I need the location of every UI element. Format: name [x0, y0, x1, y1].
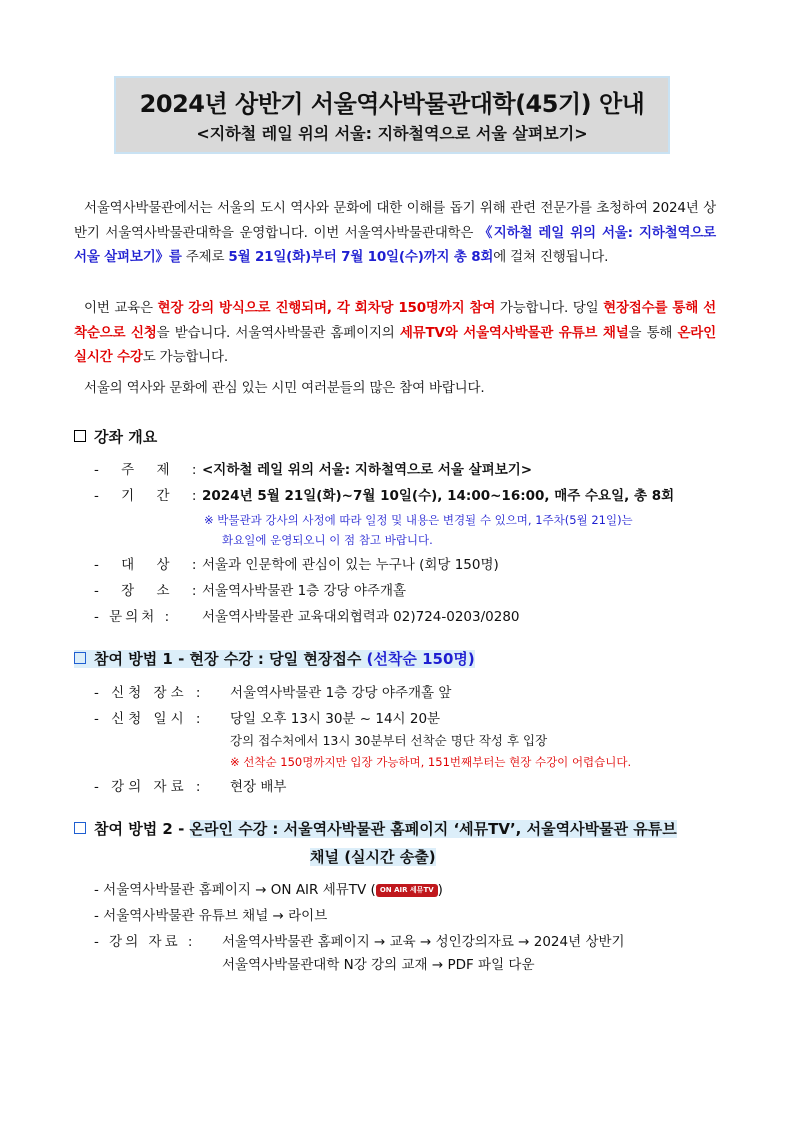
intro-text: 주제로	[181, 249, 229, 265]
intro-text: 이번 교육은	[84, 300, 158, 316]
row-value: 2024년 5월 21일(화)~7월 10일(수), 14:00~16:00, 매주 수요일, 총 8회	[202, 488, 675, 504]
overview-row-topic	[94, 460, 532, 480]
intro-topic: 《지하철 레일 위의 서울: 지하철역으로 서울 살펴보기》를	[74, 224, 716, 265]
intro-text: 도 가능합니다.	[142, 349, 228, 365]
online-row-material	[94, 932, 625, 952]
on-air-badge-label: ON AIR 세뮤TV	[379, 886, 434, 894]
row-label: - 장 소 :	[94, 583, 206, 599]
section-title-emphasis: 현장 수강 : 당일 현장접수	[189, 650, 367, 668]
row-value: 당일 오후 13시 30분 ~ 14시 20분	[230, 711, 441, 727]
row-value: 서울과 인문학에 관심이 있는 누구나 (회당 150명)	[202, 557, 499, 573]
on-air-badge[interactable]	[376, 884, 438, 897]
intro-text: 에 걸쳐 진행됩니다.	[493, 249, 609, 265]
row-label: - 기 간 :	[94, 488, 206, 504]
intro-text: 을 받습니다. 서울역사박물관 홈페이지의	[156, 324, 400, 341]
onsite-row-material	[94, 777, 286, 797]
row-value: 서울역사박물관 1층 강당 야주개홀	[202, 583, 407, 599]
page-title: 2024년 상반기 서울역사박물관대학(45기) 안내	[139, 90, 645, 118]
section-online-heading-line-2	[310, 846, 436, 868]
onsite-sub-line: 강의 접수처에서 13시 30분부터 선착순 명단 작성 후 입장	[230, 733, 548, 748]
overview-row-contact	[94, 607, 520, 627]
row-label: - 대 상 :	[94, 557, 206, 573]
section-overview-heading	[74, 426, 157, 448]
section-title-emphasis: 채널 (실시간 송출)	[310, 848, 436, 866]
onsite-row-place	[94, 683, 451, 703]
intro-paragraph-3: 서울의 역사와 문화에 관심 있는 시민 여러분들의 많은 참여 바랍니다.	[84, 380, 485, 396]
row-label: - 강의 자료 :	[94, 779, 205, 795]
section-title: 강좌 개요	[94, 428, 158, 446]
overview-row-target	[94, 555, 499, 575]
intro-highlight: 세뮤TV와 서울역사박물관 유튜브 채널	[399, 324, 629, 341]
row-label: - 신청 장소 :	[94, 685, 205, 701]
section-title: 참여 방법 1 -	[94, 650, 190, 668]
intro-text: 을 통해	[628, 324, 678, 341]
intro-text: 가능합니다. 당일	[495, 300, 604, 316]
intro-highlight: 온라인 실시간 수강	[74, 324, 716, 365]
intro-paragraph-2	[74, 296, 716, 370]
section-title: 참여 방법 2 -	[94, 820, 190, 838]
intro-schedule: 5월 21일(화)부터 7월 10일(수)까지 총 8회	[228, 249, 494, 265]
row-label: - 강의 자료 :	[94, 934, 196, 950]
online-row-material-line-2: 서울역사박물관대학 N강 강의 교재 → PDF 파일 다운	[222, 957, 535, 973]
row-text: - 서울역사박물관 홈페이지 → ON AIR 세뮤TV (	[94, 882, 376, 898]
online-row-youtube: - 서울역사박물관 유튜브 채널 → 라이브	[94, 908, 328, 924]
row-value: 서울역사박물관 교육대외협력과 02)724-0203/0280	[202, 609, 520, 625]
intro-highlight: 현장접수를 통해 선착순으로 신청	[74, 300, 716, 341]
section-online-heading	[74, 818, 677, 840]
section-onsite-heading	[74, 648, 475, 670]
overview-row-period	[94, 486, 674, 506]
overview-row-venue	[94, 581, 406, 601]
checkbox-square-icon	[74, 822, 86, 834]
onsite-row-time	[94, 709, 440, 729]
page-subtitle: <지하철 레일 위의 서울: 지하철역으로 서울 살펴보기>	[196, 124, 588, 143]
row-value: <지하철 레일 위의 서울: 지하철역으로 서울 살펴보기>	[202, 462, 533, 478]
onsite-note: ※ 선착순 150명까지만 입장 가능하며, 151번째부터는 현장 수강이 어렵습니다.	[230, 755, 632, 769]
row-label: - 주 제 :	[94, 462, 206, 478]
intro-text: 서울역사박물관에서는 서울의 도시 역사와 문화에 대한 이해를 돕기 위해 관련 전문가를 초청하여 2024년 상반기 서울역사박물관대학을 운영합니다. 이번 서울역사박물관대학은	[74, 200, 716, 241]
row-value: 서울역사박물관 홈페이지 → 교육 → 성인강의자료 → 2024년 상반기	[222, 934, 625, 950]
section-title-emphasis: 온라인 수강 : 서울역사박물관 홈페이지 ‘세뮤TV’, 서울역사박물관 유튜브	[189, 820, 677, 838]
row-label: - 문의처 :	[94, 609, 173, 625]
period-note-line-1: ※ 박물관과 강사의 사정에 따라 일정 및 내용은 변경될 수 있으며, 1주차(5월 21일)는	[204, 513, 633, 527]
checkbox-square-icon	[74, 652, 86, 664]
row-text: )	[437, 882, 443, 898]
intro-highlight: 현장 강의 방식으로 진행되며, 각 회차당 150명까지 참여	[157, 300, 496, 316]
row-value: 현장 배부	[230, 779, 287, 795]
checkbox-square-icon	[74, 430, 86, 442]
section-title-capacity: (선착순 150명)	[366, 650, 475, 668]
online-row-homepage	[94, 880, 443, 900]
title-box	[114, 76, 670, 154]
intro-paragraph-1	[74, 196, 716, 270]
period-note-line-2: 화요일에 운영되오니 이 점 참고 바랍니다.	[222, 533, 433, 547]
row-value: 서울역사박물관 1층 강당 야주개홀 앞	[230, 685, 452, 701]
row-label: - 신청 일시 :	[94, 711, 205, 727]
